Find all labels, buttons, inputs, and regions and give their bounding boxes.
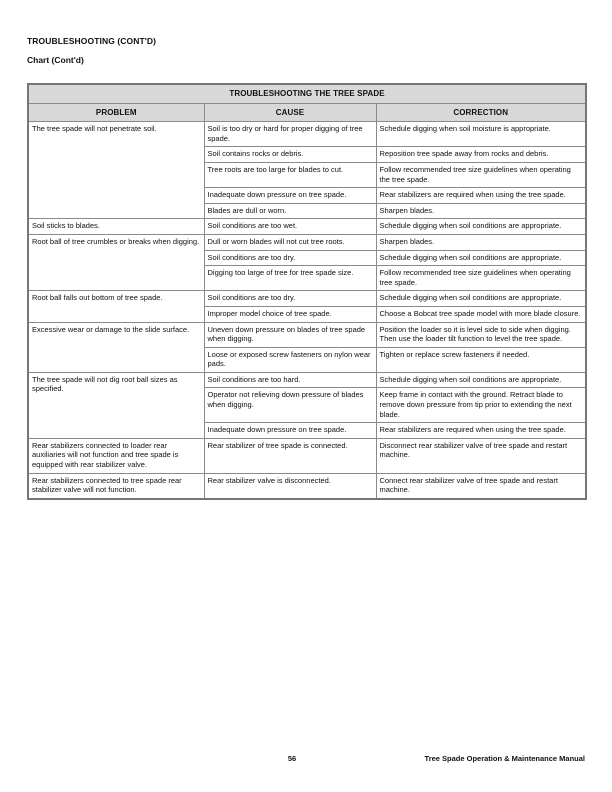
- manual-page: [27, 36, 585, 500]
- column-header-problem: PROBLEM: [28, 103, 204, 122]
- correction-cell: Choose a Bobcat tree spade model with more blade closure.: [376, 306, 586, 322]
- table-title: TROUBLESHOOTING THE TREE SPADE: [28, 84, 586, 103]
- table-row: [28, 122, 586, 147]
- cause-cell: Soil conditions are too dry.: [204, 291, 376, 307]
- problem-cell: The tree spade will not dig root ball sizes as specified.: [28, 372, 204, 438]
- table-row: [28, 322, 586, 347]
- page-number: 56: [287, 754, 297, 763]
- cause-cell: Dull or worn blades will not cut tree roots.: [204, 234, 376, 250]
- correction-cell: Connect rear stabilizer valve of tree spade and restart machine.: [376, 473, 586, 499]
- cause-cell: Inadequate down pressure on tree spade.: [204, 423, 376, 439]
- correction-cell: Rear stabilizers are required when using the tree spade.: [376, 188, 586, 204]
- problem-cell: Excessive wear or damage to the slide surface.: [28, 322, 204, 372]
- cause-cell: Operator not relieving down pressure of blades when digging.: [204, 388, 376, 423]
- table-row: [28, 438, 586, 473]
- page-footer: [27, 754, 585, 766]
- correction-cell: Reposition tree spade away from rocks and debris.: [376, 147, 586, 163]
- correction-cell: Rear stabilizers are required when using the tree spade.: [376, 423, 586, 439]
- correction-cell: Tighten or replace screw fasteners if needed.: [376, 347, 586, 372]
- cause-cell: Inadequate down pressure on tree spade.: [204, 188, 376, 204]
- correction-cell: Keep frame in contact with the ground. Retract blade to remove down pressure from tip prior to extending the next blade.: [376, 388, 586, 423]
- cause-cell: Blades are dull or worn.: [204, 203, 376, 219]
- table-title-row: [28, 84, 586, 103]
- cause-cell: Soil is too dry or hard for proper digging of tree spade.: [204, 122, 376, 147]
- table-row: [28, 291, 586, 307]
- table-row: [28, 219, 586, 235]
- cause-cell: Soil contains rocks or debris.: [204, 147, 376, 163]
- correction-cell: Schedule digging when soil conditions are appropriate.: [376, 291, 586, 307]
- cause-cell: Loose or exposed screw fasteners on nylon wear pads.: [204, 347, 376, 372]
- problem-cell: Soil sticks to blades.: [28, 219, 204, 235]
- troubleshooting-table: [27, 83, 587, 500]
- chart-subheading: Chart (Cont'd): [27, 55, 84, 65]
- table-row: [28, 234, 586, 250]
- correction-cell: Sharpen blades.: [376, 203, 586, 219]
- problem-cell: Root ball falls out bottom of tree spade.: [28, 291, 204, 322]
- problem-cell: Rear stabilizers connected to loader rear auxiliaries will not function and tree spade is equipped with rear stabilizer valve.: [28, 438, 204, 473]
- correction-cell: Follow recommended tree size guidelines when operating tree spade.: [376, 266, 586, 291]
- cause-cell: Improper model choice of tree spade.: [204, 306, 376, 322]
- section-heading: TROUBLESHOOTING (CONT'D): [27, 36, 157, 46]
- cause-cell: Uneven down pressure on blades of tree spade when digging.: [204, 322, 376, 347]
- cause-cell: Soil conditions are too dry.: [204, 250, 376, 266]
- cause-cell: Digging too large of tree for tree spade size.: [204, 266, 376, 291]
- manual-title: Tree Spade Operation & Maintenance Manual: [424, 754, 585, 763]
- correction-cell: Schedule digging when soil conditions are appropriate.: [376, 250, 586, 266]
- correction-cell: Schedule digging when soil moisture is appropriate.: [376, 122, 586, 147]
- cause-cell: Soil conditions are too hard.: [204, 372, 376, 388]
- problem-cell: The tree spade will not penetrate soil.: [28, 122, 204, 219]
- column-header-correction: CORRECTION: [376, 103, 586, 122]
- correction-cell: Disconnect rear stabilizer valve of tree spade and restart machine.: [376, 438, 586, 473]
- correction-cell: Schedule digging when soil conditions are appropriate.: [376, 372, 586, 388]
- cause-cell: Tree roots are too large for blades to cut.: [204, 162, 376, 187]
- correction-cell: Follow recommended tree size guidelines when operating the tree spade.: [376, 162, 586, 187]
- column-header-cause: CAUSE: [204, 103, 376, 122]
- table-row: [28, 372, 586, 388]
- cause-cell: Soil conditions are too wet.: [204, 219, 376, 235]
- problem-cell: Rear stabilizers connected to tree spade rear stabilizer valve will not function.: [28, 473, 204, 499]
- correction-cell: Schedule digging when soil conditions are appropriate.: [376, 219, 586, 235]
- cause-cell: Rear stabilizer valve is disconnected.: [204, 473, 376, 499]
- table-header-row: [28, 103, 586, 122]
- correction-cell: Sharpen blades.: [376, 234, 586, 250]
- correction-cell: Position the loader so it is level side to side when digging. Then use the loader tilt function to level the tree spade.: [376, 322, 586, 347]
- table-row: [28, 473, 586, 499]
- cause-cell: Rear stabilizer of tree spade is connected.: [204, 438, 376, 473]
- problem-cell: Root ball of tree crumbles or breaks when digging.: [28, 234, 204, 290]
